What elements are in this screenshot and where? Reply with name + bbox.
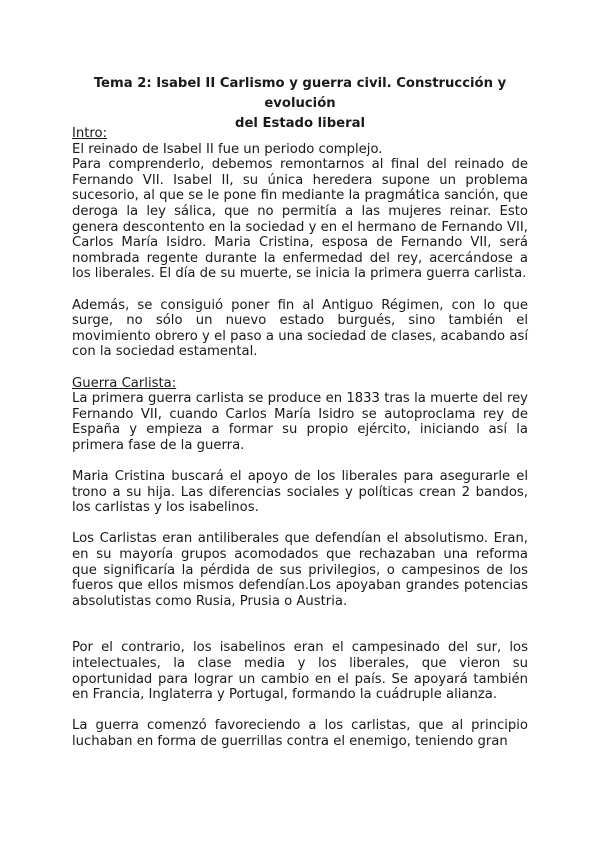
title-line-2: del Estado liberal bbox=[235, 116, 365, 131]
title-line-1: Tema 2: Isabel II Carlismo y guerra civil. Construcción y evolución bbox=[93, 76, 507, 111]
intro-heading: Intro: bbox=[72, 126, 108, 141]
paragraph-war-start: La primera guerra carlista se produce en 1833 tras la muerte del rey Fernando VII, cuando Carlos María Isidro se autoproclama rey de España y empieza a formar su propio ejército, iniciando así la primera fase de la guerra. bbox=[72, 391, 528, 453]
paragraph-war-progress: La guerra comenzó favoreciendo a los carlistas, que al principio luchaban en forma de guerrillas contra el enemigo, teniendo gran bbox=[72, 718, 528, 749]
intro-lead-sentence: El reinado de Isabel II fue un periodo complejo. bbox=[72, 141, 383, 157]
paragraph-maria-cristina: Maria Cristina buscará el apoyo de los liberales para asegurarle el trono a su hija. Las diferencias sociales y políticas crean 2 bandos, los carlistas y los isabelinos. bbox=[72, 469, 528, 516]
document-body bbox=[72, 126, 528, 750]
paragraph-carlistas: Los Carlistas eran antiliberales que defendían el absolutismo. Eran, en su mayoría grupos acomodados que rechazaban una reforma que significaría la pérdida de sus privilegios, o campesinos de los fueros que ellos mismos defendían.Los apoyaban grandes potencias absolutistas como Rusia, Prusia o Austria. bbox=[72, 531, 528, 609]
document-title bbox=[72, 74, 528, 134]
paragraph-antiguo-regimen: Además, se consiguió poner fin al Antiguo Régimen, con lo que surge, no sólo un nuevo estado burgués, sino también el movimiento obrero y el paso a una sociedad de clases, acabando así con la sociedad estamental. bbox=[72, 297, 528, 360]
paragraph-isabelinos: Por el contrario, los isabelinos eran el campesinado del sur, los intelectuales, la clase media y los liberales, que vieron su oportunidad para lograr un cambio en el país. Se apoyará también en Francia, Inglaterra y Portugal, formando la cuádruple alianza. bbox=[72, 640, 528, 703]
war-heading: Guerra Carlista: bbox=[72, 375, 177, 391]
paragraph-succession: Para comprenderlo, debemos remontarnos al final del reinado de Fernando VII. Isabel II, su única heredera supone un problema sucesorio, al que se le pone fin mediante la pragmática sanción, que deroga la ley sálica, que no permitía a las mujeres reinar. Esto genera descontento en la sociedad y en el hermano de Fernando VII, Carlos María Isidro. Maria Cristina, esposa de Fernando VII, será nombrada regente durante la enfermedad del rey, acercándose a los liberales. El día de su muerte, se inicia la primera guerra carlista. bbox=[72, 157, 528, 282]
